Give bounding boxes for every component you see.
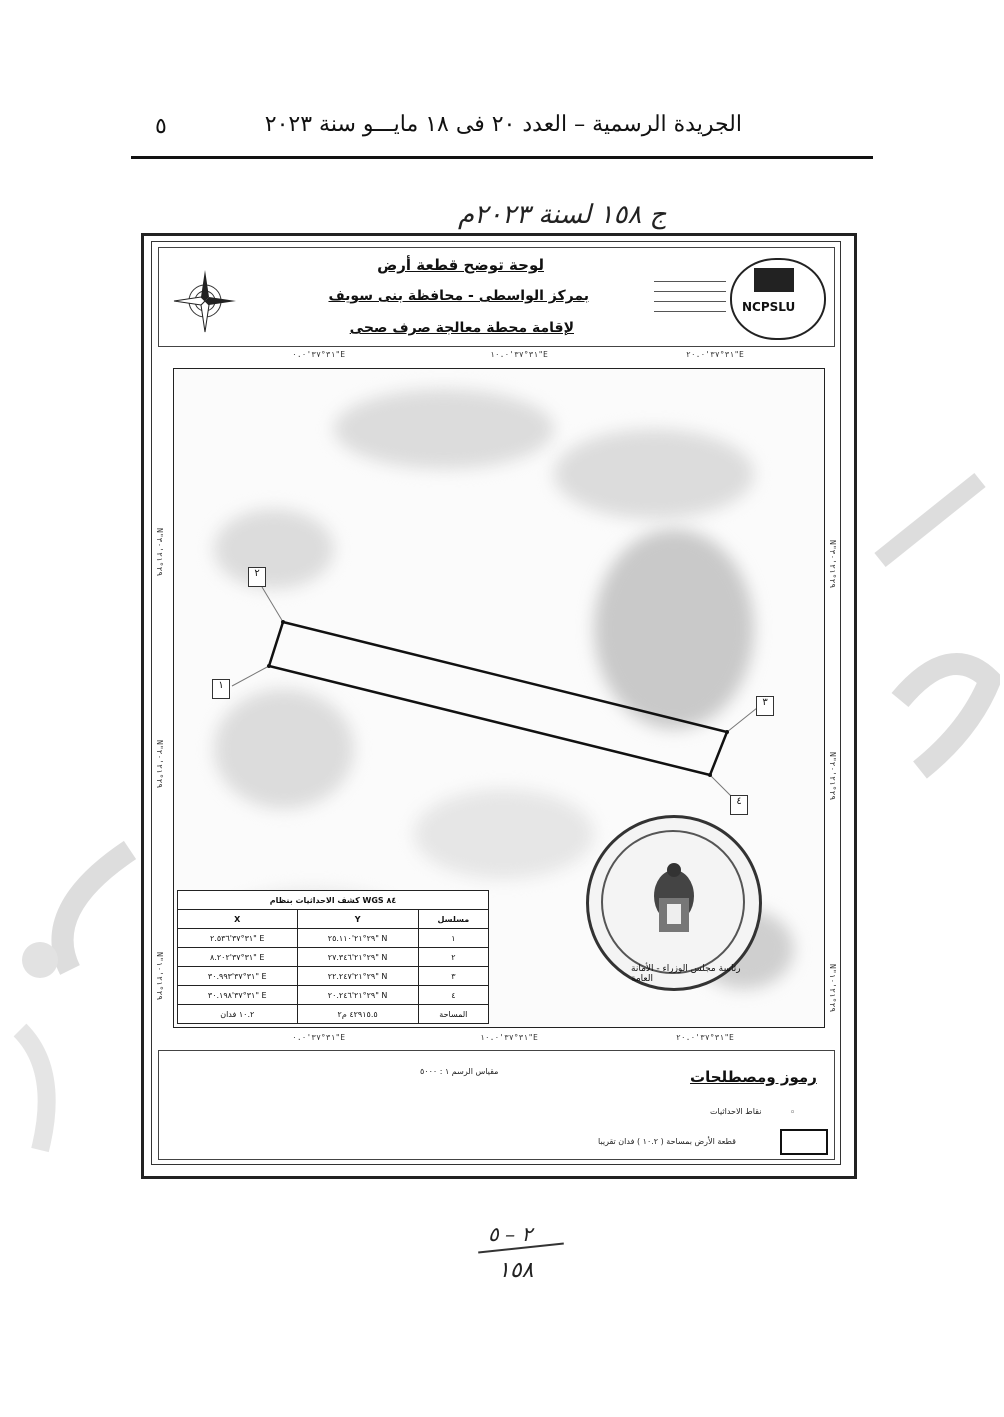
coord-bottom-3: ٣١°٣٧'٢٠.٠"E xyxy=(676,1033,734,1042)
logo-mark xyxy=(754,268,794,292)
cell-serial: ٢ xyxy=(418,948,488,967)
cell-x: ٣١°٣٧'٣٠.١٩٨" E xyxy=(178,986,298,1005)
coord-right-1: N"٢٩°٢١'٣٠ xyxy=(828,540,837,589)
coord-top-2: ٣١°٣٧'١٠.٠"E xyxy=(490,350,548,359)
cell-y: ٢٩°٢١'٢٥.١١٠" N xyxy=(297,929,418,948)
table-row xyxy=(178,929,489,948)
point-symbol-icon: ◦ xyxy=(790,1108,796,1118)
official-seal xyxy=(586,815,762,991)
seal-text: رئاسة مجلس الوزراء - الأمانة العامة xyxy=(631,964,741,984)
coord-bottom-2: ٣١°٣٧'١٠.٠"E xyxy=(480,1033,538,1042)
cell-serial: ٤ xyxy=(418,986,488,1005)
point-marker-2: ٢ xyxy=(248,567,266,587)
table-caption: كشف الاحداثيات بنظام WGS ٨٤ xyxy=(178,891,489,910)
col-header-x: X xyxy=(178,910,298,929)
cell-x: ٣١°٣٧'٢.٥٣٦" E xyxy=(178,929,298,948)
logo-text: NCPSLU xyxy=(742,300,796,314)
ministry-text xyxy=(654,272,726,312)
legend-title: رموز ومصطلحات xyxy=(690,1068,817,1086)
area-label: المساحة xyxy=(418,1005,488,1024)
parcel-swatch xyxy=(780,1129,828,1155)
scale-text: مقياس الرسم ١ : ٥٠٠٠ xyxy=(420,1067,499,1076)
handwritten-bottom-top: ٢ – ٥ xyxy=(488,1222,533,1246)
north-arrow-icon xyxy=(170,266,240,336)
point-marker-1: ١ xyxy=(212,679,230,699)
coord-bottom-1: ٣١°٣٧'٠.٠"E xyxy=(292,1033,346,1042)
coord-right-2: N"٢٩°٢١'٢٠ xyxy=(828,752,837,801)
table-row-area xyxy=(178,1005,489,1024)
legend-item-parcel: قطعة الأرض بمساحة ( ١٠.٢ ) فدان تقريبا xyxy=(598,1137,736,1146)
map-title-line1: لوحة توضح قطعة أرض xyxy=(377,256,544,274)
cell-serial: ١ xyxy=(418,929,488,948)
eagle-emblem-icon xyxy=(589,818,759,988)
table-row xyxy=(178,967,489,986)
header-rule xyxy=(131,156,873,159)
area-feddan: ١٠.٢ فدان xyxy=(178,1005,298,1024)
handwritten-bottom-number: ١٥٨ xyxy=(498,1258,534,1283)
watermark-left-graphic xyxy=(0,830,140,1190)
cell-x: ٣١°٣٧'٨.٢٠٢" E xyxy=(178,948,298,967)
cell-y: ٢٩°٢١'٢٢.٢٤٧" N xyxy=(297,967,418,986)
col-header-y: Y xyxy=(297,910,418,929)
coord-left-1: N"٢٩°٢١'٣٠ xyxy=(155,528,164,577)
table-row xyxy=(178,948,489,967)
coord-left-3: N"٢٩°٢١'١٠ xyxy=(155,952,164,1001)
cell-y: ٢٩°٢١'٢٧.٣٤٦" N xyxy=(297,948,418,967)
land-parcel-polygon xyxy=(269,622,727,775)
col-header-serial: مسلسل xyxy=(418,910,488,929)
watermark-right xyxy=(860,440,1000,800)
ncpslu-logo xyxy=(730,258,826,340)
coord-right-3: N"٢٩°٢١'١٠ xyxy=(828,964,837,1013)
coord-top-3: ٣١°٣٧'٢٠.٠"E xyxy=(686,350,744,359)
handwritten-reference: ج ١٥٨ لسنة ٢٠٢٣م xyxy=(458,200,667,230)
point-marker-3: ٣ xyxy=(756,696,774,716)
watermark-graphic xyxy=(860,440,1000,800)
table-row xyxy=(178,986,489,1005)
coordinates-table xyxy=(177,890,489,1024)
gazette-header: الجريدة الرسمية – العدد ٢٠ فى ١٨ مايـــو سنة ٢٠٢٣ xyxy=(264,112,742,137)
cell-y: ٢٩°٢١'٢٠.٢٤٦" N xyxy=(297,986,418,1005)
area-m2: ٤٢٩١٥.٥ م٢ xyxy=(297,1005,418,1024)
legend-item-points: نقاط الاحداثيات xyxy=(710,1107,762,1116)
coord-left-2: N"٢٩°٢١'٢٠ xyxy=(155,740,164,789)
cell-x: ٣١°٣٧'٣٠.٩٩٣" E xyxy=(178,967,298,986)
point-marker-4: ٤ xyxy=(730,795,748,815)
watermark-left xyxy=(0,830,140,1190)
map-title-line3: لإقامة محطة معالجة صرف صحى xyxy=(349,320,574,336)
page-number: ٥ xyxy=(155,114,167,139)
map-title-line2: بمركز الواسطى - محافظة بنى سويف xyxy=(328,288,589,304)
cell-serial: ٣ xyxy=(418,967,488,986)
coord-top-1: ٣١°٣٧'٠.٠"E xyxy=(292,350,346,359)
